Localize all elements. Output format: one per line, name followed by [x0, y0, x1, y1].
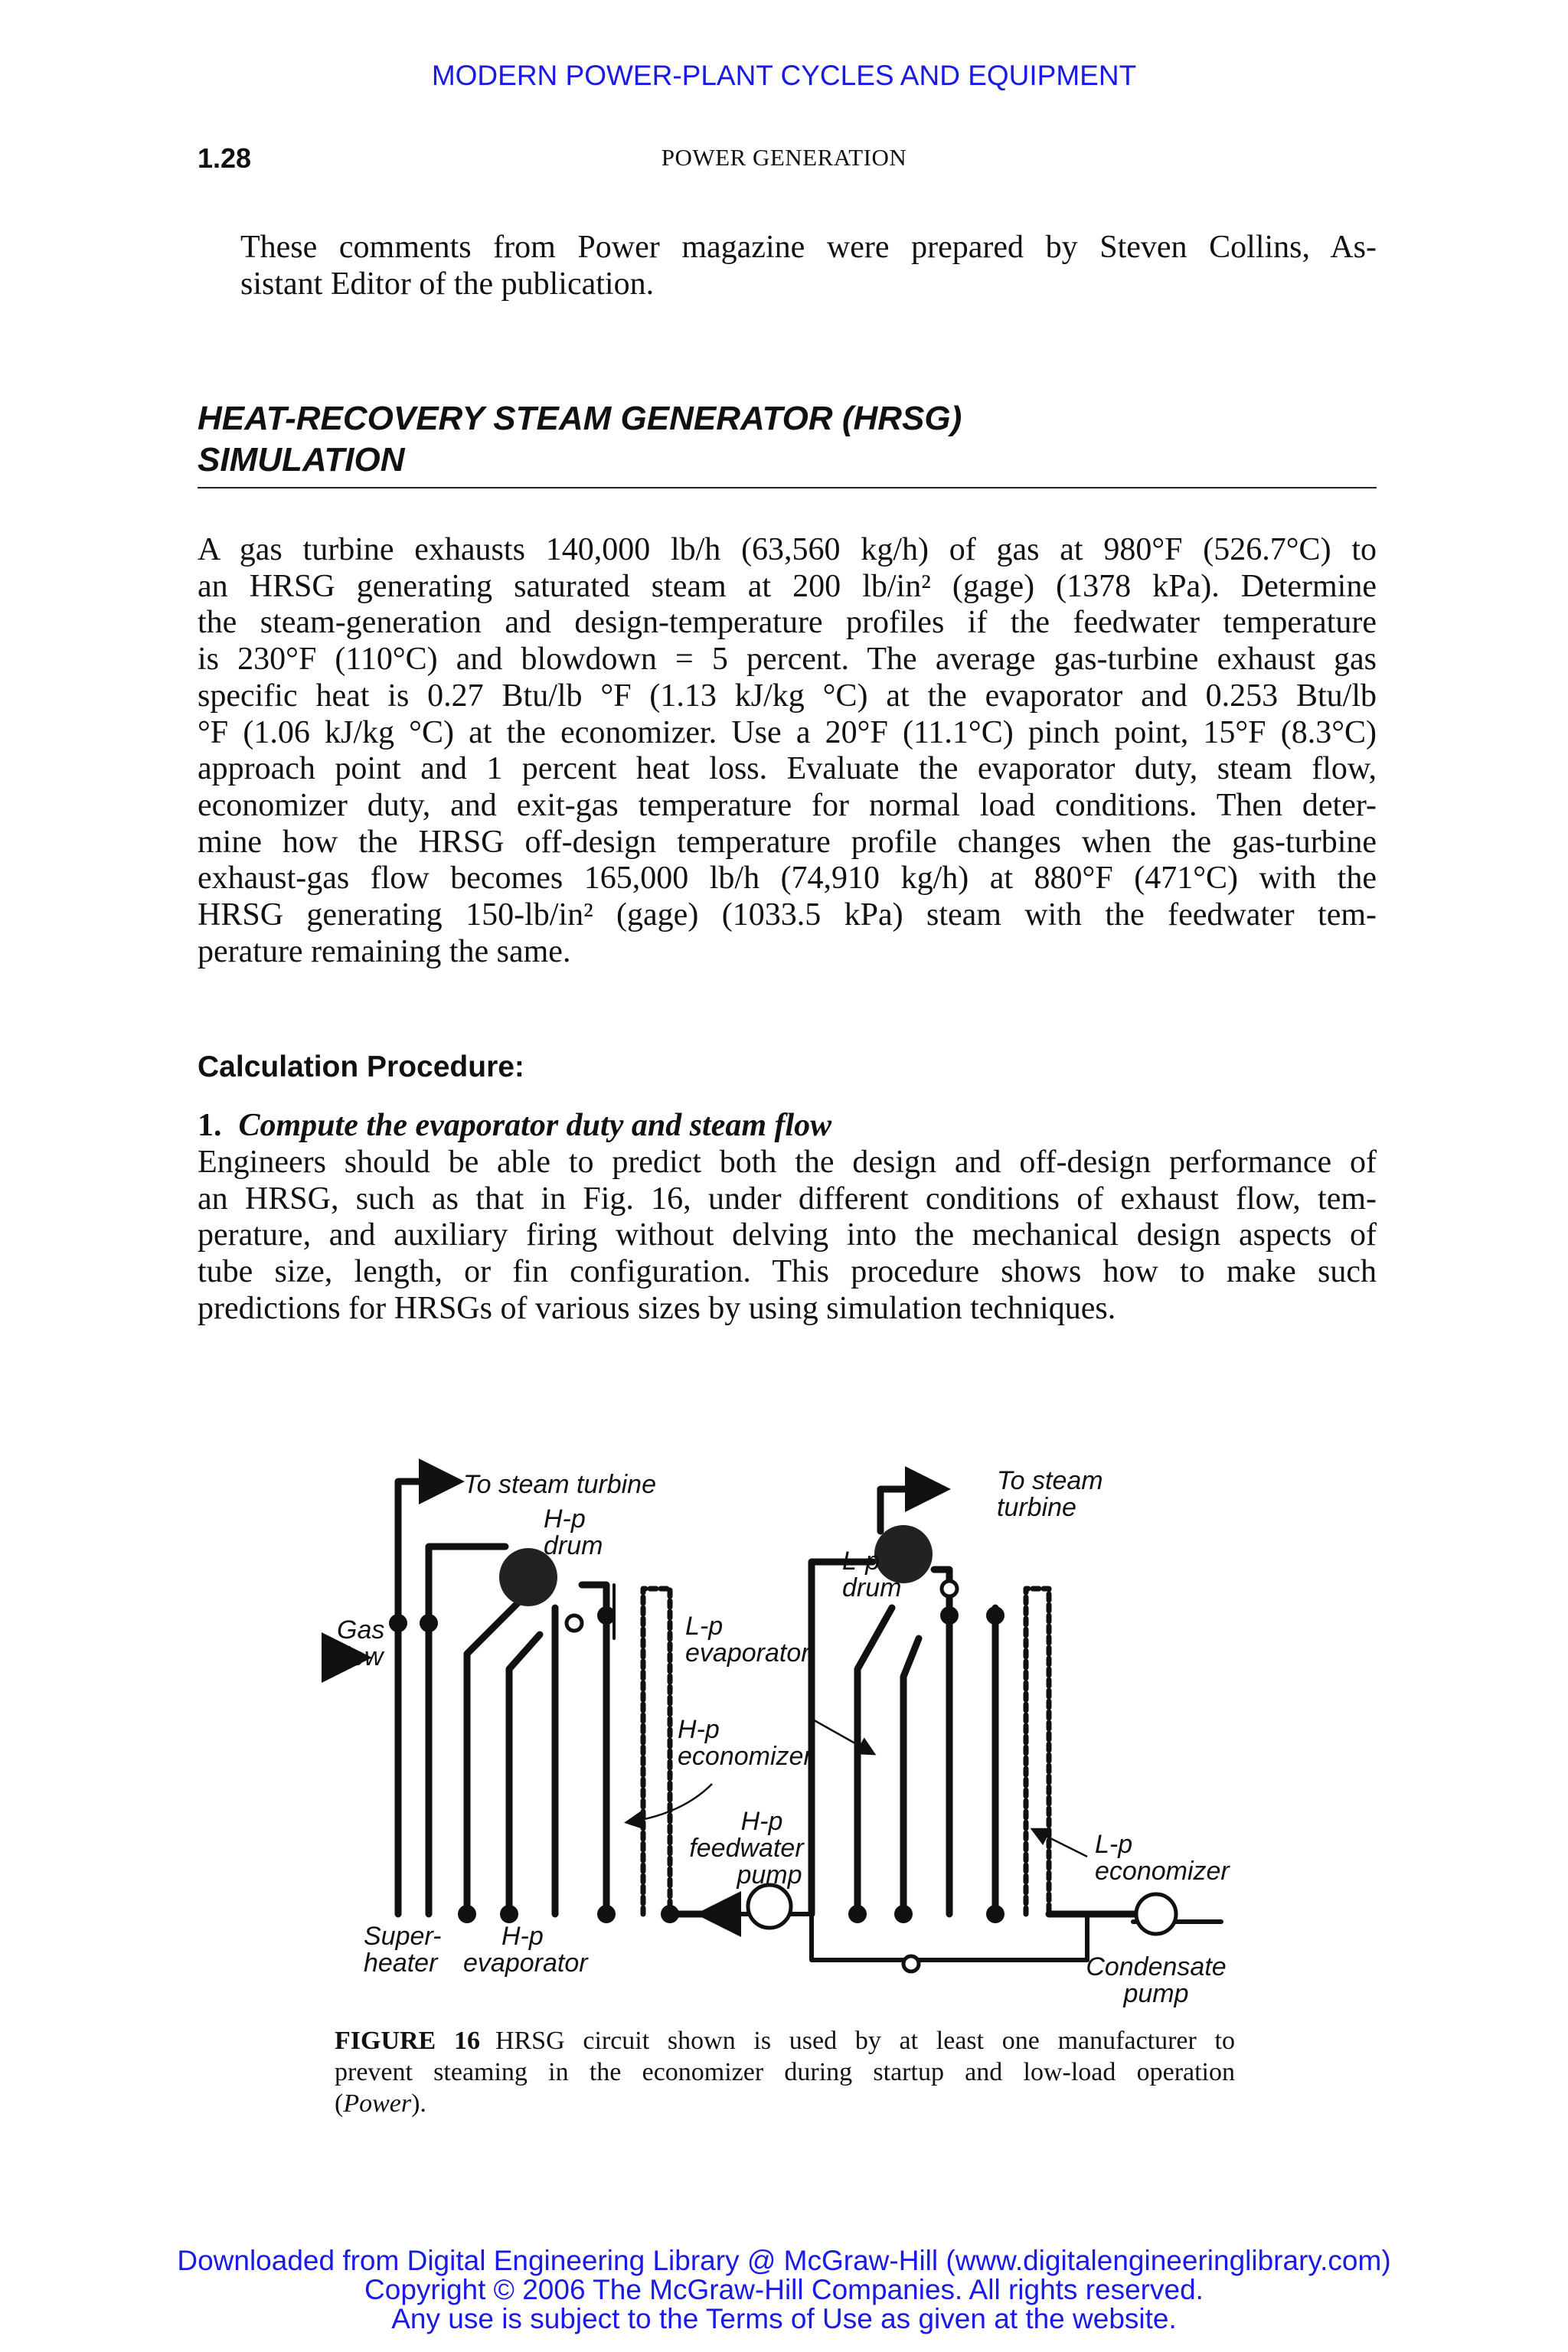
problem-line: economizer duty, and exit-gas temperature for normal load conditions. Then deter- [198, 787, 1377, 823]
problem-line: an HRSG generating saturated steam at 200 lb/in² (gage) (1378 kPa). Determine [198, 568, 1377, 604]
figure-label: FIGURE 16 [335, 2027, 480, 2055]
condensate-return-line [781, 1914, 1087, 1960]
problem-line: approach point and 1 percent heat loss. Evaluate the evaporator duty, steam flow, [198, 751, 1377, 787]
evaporator-header-dot [500, 1905, 518, 1923]
lp-header-dot [986, 1606, 1004, 1625]
caption-paren: ). [411, 2089, 426, 2118]
problem-line: is 230°F (110°C) and blowdown = 5 percent. The average gas-turbine exhaust gas [198, 642, 1377, 678]
to-steam-turbine-label-left: To steam turbine [463, 1470, 656, 1499]
hp-feedwater-pump-label: feedwater [689, 1834, 804, 1863]
hrsg-circuit-diagram [322, 1455, 1263, 2037]
lp-steam-line [880, 1489, 911, 1531]
lp-evaporator-label: evaporator [685, 1638, 810, 1668]
caption-source: Power [343, 2089, 412, 2118]
valve-icon [942, 1581, 957, 1596]
hp-economizer-pipe-1 [582, 1585, 606, 1914]
caption-paren: ( [335, 2089, 344, 2118]
hp-evaporator-label: evaporator [463, 1949, 588, 1978]
to-steam-turbine-label-right: turbine [997, 1493, 1076, 1522]
to-steam-turbine-label-right: To steam [997, 1466, 1103, 1495]
lp-economizer-label: economizer [1095, 1857, 1230, 1886]
step-line: Engineers should be able to predict both the design and off-design performance of [198, 1145, 1377, 1180]
section-title [198, 398, 1377, 481]
superheater-header-dot [389, 1614, 407, 1632]
top-banner-link[interactable]: MODERN POWER-PLANT CYCLES AND EQUIPMENT [431, 60, 1137, 91]
lp-drum-label: L-p [842, 1547, 880, 1576]
footer-terms-link[interactable]: Any use is subject to the Terms of Use as given at the website. [391, 2303, 1177, 2334]
gas-flow-label: flow [337, 1642, 384, 1671]
problem-line: HRSG generating 150-lb/in² (gage) (1033.5 kPa) steam with the feedwater tem- [198, 897, 1377, 933]
hp-feedwater-pump-label: H-p [740, 1807, 783, 1836]
condensate-pump [1136, 1894, 1176, 1934]
problem-line: exhaust-gas flow becomes 165,000 lb/h (74,910 kg/h) at 880°F (471°C) with the [198, 861, 1377, 897]
valve-icon [567, 1615, 582, 1631]
condensate-pump-label: pump [1123, 1979, 1189, 2008]
intro-line-1: These comments from Power magazine were prepared by Steven Collins, As- [240, 230, 1377, 265]
hp-economizer-label: H-p [678, 1715, 720, 1744]
section-divider [198, 487, 1377, 488]
problem-line: A gas turbine exhausts 140,000 lb/h (63,560 kg/h) of gas at 980°F (526.7°C) to [198, 532, 1377, 567]
step-1-heading [198, 1107, 831, 1144]
running-head: POWER GENERATION [661, 144, 907, 171]
problem-line: °F (1.06 kJ/kg °C) at the economizer. Use a 20°F (11.1°C) pinch point, 15°F (8.3°C) [198, 714, 1377, 750]
problem-statement [198, 532, 1377, 970]
hp-economizer-label: economizer [678, 1742, 812, 1771]
lp-evaporator-left-pipe [858, 1608, 892, 1914]
caption-line-1 [335, 2025, 1235, 2056]
hp-feedwater-pump-label: pump [737, 1860, 802, 1890]
problem-line: the steam-generation and design-temperature profiles if the feedwater temperature [198, 605, 1377, 641]
superheater-label: Super- [364, 1922, 442, 1951]
economizer-header-dot [597, 1905, 616, 1923]
hp-drum-label: H-p [544, 1504, 586, 1534]
step-number: 1. [198, 1108, 222, 1143]
step-title: Compute the evaporator duty and steam flow [238, 1108, 832, 1143]
lp-header-dot [848, 1905, 867, 1923]
condensate-pump-label: Condensate [1086, 1952, 1227, 1981]
gas-flow-label: Gas [337, 1615, 385, 1645]
lp-evaporator-label: L-p [685, 1612, 724, 1641]
intro-line-2: sistant Editor of the publication. [240, 266, 655, 302]
hp-evaporator-label: H-p [501, 1922, 544, 1951]
section-title-line-2: SIMULATION [198, 441, 405, 479]
figure-caption [335, 2025, 1235, 2119]
footer-download-link[interactable]: Downloaded from Digital Engineering Library @ McGraw-Hill (www.digitalengineeringlibrary.com) [177, 2245, 1391, 2276]
lp-header-dot [940, 1606, 959, 1625]
calculation-procedure-heading: Calculation Procedure: [198, 1050, 524, 1083]
footer-notice [0, 2246, 1568, 2334]
lp-evaporator-right-pipe [903, 1638, 919, 1914]
lp-header-dot [894, 1905, 913, 1923]
intro-paragraph [198, 230, 1377, 302]
valve-icon [903, 1956, 919, 1971]
step-line: tube size, length, or fin configuration. This procedure shows how to make such [198, 1254, 1377, 1290]
superheater-header-dot [420, 1614, 438, 1632]
step-1-paragraph [198, 1145, 1377, 1328]
problem-line: perature remaining the same. [198, 933, 571, 969]
superheater-label: heater [364, 1949, 438, 1978]
step-line: an HRSG, such as that in Fig. 16, under different conditions of exhaust flow, tem- [198, 1181, 1377, 1217]
caption-line-3 [335, 2088, 1235, 2119]
hrsg-circuit-figure [322, 1455, 1263, 2037]
problem-line: mine how the HRSG off-design temperature profile changes when the gas-turbine [198, 824, 1377, 860]
step-line: predictions for HRSGs of various sizes by using simulation techniques. [198, 1290, 1116, 1326]
hp-evaporator-right-pipe [509, 1635, 540, 1914]
economizer-header-dot [597, 1606, 616, 1625]
lp-header-dot [986, 1905, 1004, 1923]
lp-economizer-label: L-p [1095, 1830, 1133, 1859]
hp-economizer-coil [643, 1589, 670, 1914]
lp-economizer-coil [1026, 1589, 1049, 1914]
lp-riser-pipe [812, 1562, 873, 1914]
section-title-line-1: HEAT-RECOVERY STEAM GENERATOR (HRSG) [198, 400, 962, 437]
lp-drum-label: drum [842, 1573, 902, 1602]
page-number: 1.28 [198, 142, 252, 174]
caption-line-2: prevent steaming in the economizer during startup and low-load operation [335, 2058, 1235, 2086]
caption-text: HRSG circuit shown is used by at least one manufacturer to [495, 2027, 1235, 2055]
lp-evaporator-pointer [812, 1719, 873, 1753]
hp-feedwater-pump [748, 1885, 791, 1928]
lp-economizer-pointer [1034, 1830, 1087, 1857]
problem-line: specific heat is 0.27 Btu/lb °F (1.13 kJ/kg °C) at the evaporator and 0.253 Btu/lb [198, 678, 1377, 714]
hp-drum-label: drum [544, 1531, 603, 1560]
evaporator-header-dot [458, 1905, 476, 1923]
step-line: perature, and auxiliary firing without delving into the mechanical design aspects of [198, 1217, 1377, 1253]
footer-copyright: Copyright © 2006 The McGraw-Hill Companies. All rights reserved. [364, 2274, 1204, 2305]
economizer-header-dot [661, 1905, 679, 1923]
